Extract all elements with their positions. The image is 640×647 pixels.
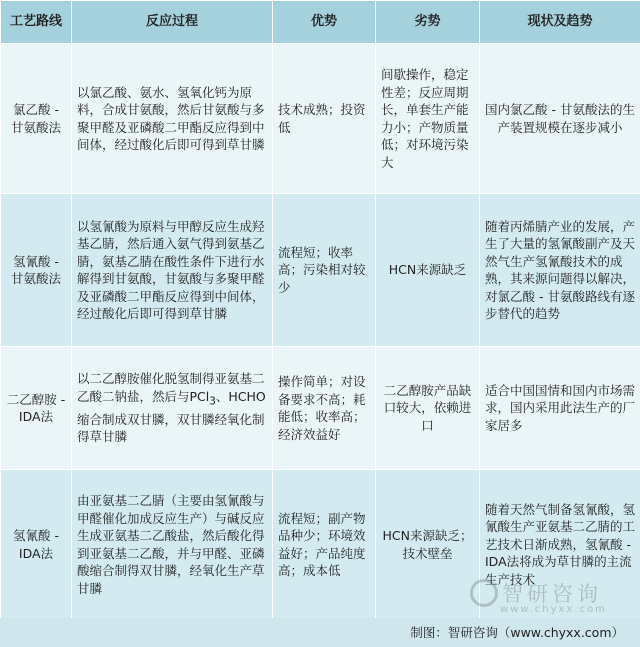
advantage-cell: 技术成熟；投资低 <box>273 44 376 194</box>
header-row <box>1 1 640 44</box>
reaction-process: 以氯乙酸、氨水、氢氧化钙为原料，合成甘氨酸，然后甘氨酸与多聚甲醛及亚磷酸二甲酯反应得到中间体，经过酸化后即可得到草甘膦 <box>72 44 273 194</box>
disadvantage-cell: HCN来源缺乏 <box>376 194 480 347</box>
advantage-cell: 操作简单；对设备要求不高；耗能低；收率高；经济效益好 <box>273 347 376 470</box>
route-name: 氯乙酸 - 甘氨酸法 <box>1 44 72 194</box>
footer <box>0 618 640 647</box>
disadvantage-cell: 二乙醇胺产品缺口较大，依赖进口 <box>376 347 480 470</box>
disadvantage-cell: 间歇操作，稳定性差；反应周期长，单套生产能力小；产物质量低；对环境污染大 <box>376 44 480 194</box>
route-name: 氢氰酸 - IDA法 <box>1 470 72 620</box>
header-route: 工艺路线 <box>1 1 72 44</box>
advantage-cell: 流程短；收率高；污染相对较少 <box>273 194 376 347</box>
reaction-process <box>72 347 273 470</box>
header-disadvantage: 劣势 <box>376 1 480 44</box>
reaction-process: 以氢氰酸为原料与甲醇反应生成羟基乙腈，然后通入氨气得到氨基乙腈，氨基乙腈在酸性条件下进行水解得到甘氨酸，甘氨酸与多聚甲醛及亚磷酸二甲酯反应得到中间体，经过酸化后即可得到草甘膦 <box>72 194 273 347</box>
route-name: 氢氰酸 - 甘氨酸法 <box>1 194 72 347</box>
process-subscript: 3 <box>209 395 216 408</box>
table-row <box>1 470 640 620</box>
trend-cell: 适合中国国情和国内市场需求，国内采用此法生产的厂家居多 <box>480 347 640 470</box>
disadvantage-cell: HCN来源缺乏；技术壁垒 <box>376 470 480 620</box>
trend-cell: 随着天然气制备氢氰酸，氢氰酸生产亚氨基二乙腈的工艺技术日渐成熟，氢氰酸 - IDA法将成为草甘膦的主流生产技术 <box>480 470 640 620</box>
route-name: 二乙醇胺 - IDA法 <box>1 347 72 470</box>
table-row <box>1 347 640 470</box>
trend-cell: 国内氯乙酸 - 甘氨酸法的生产装置规模在逐步减小 <box>480 44 640 194</box>
reaction-process: 由亚氨基二乙腈（主要由氢氰酸与甲醛催化加成反应生产）与碱反应生成亚氨基二乙酸盐，然后酸化得到亚氨基二乙酸，并与甲醛、亚磷酸缩合制得双甘膦，经氧化生产草甘膦 <box>72 470 273 620</box>
header-advantage: 优势 <box>273 1 376 44</box>
process-text-b: 、HCHO缩合制成双甘膦，双甘膦经氧化制得草甘膦 <box>77 388 266 445</box>
table-row <box>1 194 640 347</box>
header-process: 反应过程 <box>72 1 273 44</box>
header-trend: 现状及趋势 <box>480 1 640 44</box>
advantage-cell: 流程短；副产物品种少；环境效益好；产品纯度高；成本低 <box>273 470 376 620</box>
watermark-brand: 智研咨询 <box>502 582 602 606</box>
watermark-url: www.chyxx.com <box>500 604 607 615</box>
source-credit: 制图：智研咨询（www.chyxx.com） <box>410 625 624 640</box>
table-row <box>1 44 640 194</box>
trend-cell: 随着丙烯腈产业的发展，产生了大量的氢氰酸副产及天然气生产氢氰酸技术的成熟，其来源问题得以解决，对氯乙酸 - 甘氨酸路线有逐步替代的趋势 <box>480 194 640 347</box>
process-text-a: 以二乙醇胺催化脱氢制得亚氨基二乙酸二钠盐，然后与PCl <box>77 371 265 404</box>
